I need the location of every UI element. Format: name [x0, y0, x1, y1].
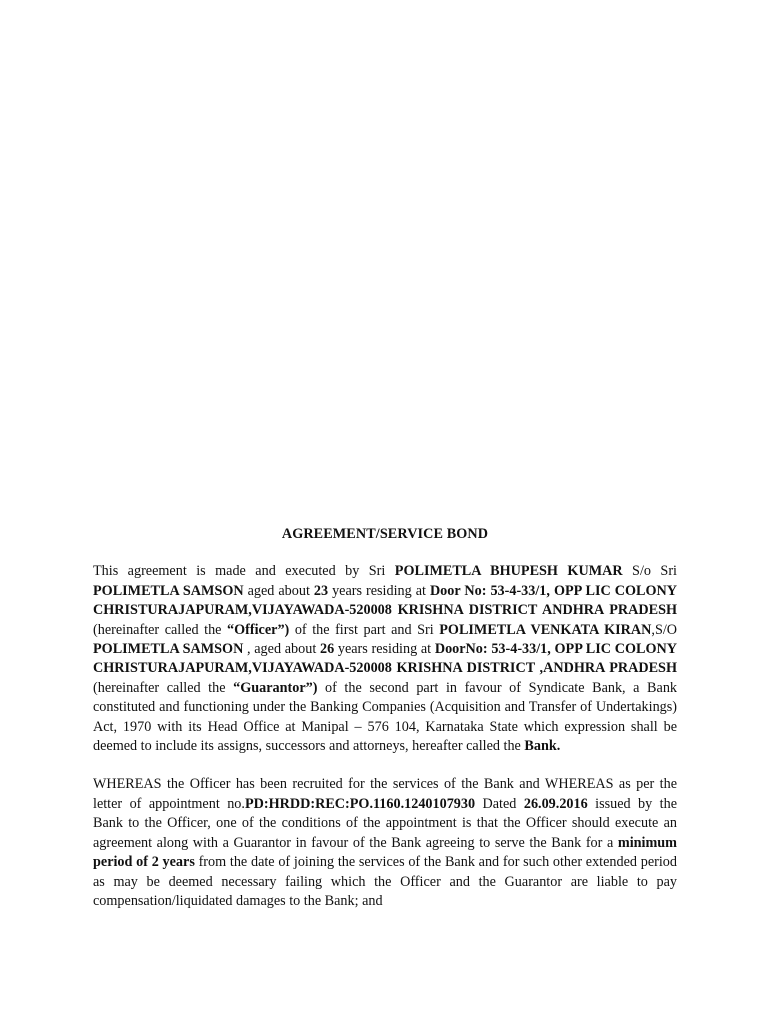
bold-text-run: Bank.: [524, 738, 561, 755]
text-run: WHEREAS the Officer has been recruited for the services of the Bank and WHEREAS as per the letter of appointment no.: [93, 776, 677, 812]
text-run: issued by the Bank to the Officer, one of the conditions of the appointment is that the Officer should execute an agreement along with a Guarantor in favour of the Bank agreeing to serve the Bank for a: [93, 795, 677, 851]
bold-text-run: POLIMETLA BHUPESH KUMAR: [394, 563, 623, 580]
text-run: of the first part and Sri: [289, 621, 440, 638]
text-run: S/o Sri: [622, 563, 677, 580]
text-run: from the date of joining the services of the Bank and for such other extended period as may be deemed necessary failing which the Officer and the Guarantor are liable to pay compensation/liquidated damages to the Bank; and: [93, 854, 677, 909]
text-run: This agreement is made and executed by Sri: [93, 563, 395, 580]
bold-text-run: “Guarantor”): [233, 679, 318, 696]
bold-text-run: 26.09.2016: [523, 795, 588, 812]
text-run: Dated: [475, 795, 524, 812]
text-run: aged about: [243, 582, 314, 599]
document-body: [93, 525, 677, 930]
text-run: of the second part in favour of Syndicate Bank, a Bank constituted and functioning under the Banking Companies (Acquisition and Transfer of Undertakings) Act, 1970 with its Head Office at Manipal – 576 104, Karnataka State which expression shall be deemed to include its assigns, successors and attorneys, hereafter called the: [93, 679, 678, 755]
agreement-paragraph: [93, 562, 677, 756]
text-run: (hereinafter called the: [93, 679, 234, 696]
text-run: ,S/O: [651, 621, 678, 638]
bold-text-run: “Officer”): [227, 621, 290, 638]
document-title: AGREEMENT/SERVICE BOND: [281, 526, 489, 542]
text-run: (hereinafter called the: [93, 621, 228, 638]
bold-text-run: POLIMETLA SAMSON: [93, 582, 244, 599]
bold-text-run: Door No: 53-4-33/1, OPP LIC COLONY CHRISTURAJAPURAM,VIJAYAWADA-520008 KRISHNA DISTRICT ANDHRA PRADESH: [93, 582, 678, 619]
text-run: , aged about: [243, 641, 320, 658]
bold-text-run: minimum period of 2 years: [93, 834, 677, 871]
bold-text-run: 26: [319, 641, 335, 658]
bold-text-run: DoorNo: 53-4-33/1, OPP LIC COLONY CHRISTURAJAPURAM,VIJAYAWADA-520008 KRISHNA DISTRICT ,ANDHRA PRADESH: [93, 641, 677, 677]
whereas-paragraph: [93, 775, 677, 911]
text-run: years residing at: [328, 582, 430, 599]
bold-text-run: POLIMETLA SAMSON: [93, 641, 244, 658]
bold-text-run: POLIMETLA VENKATA KIRAN: [439, 621, 652, 638]
bold-text-run: 23: [313, 582, 329, 599]
text-run: years residing at: [334, 641, 435, 658]
bold-text-run: PD:HRDD:REC:PO.1160.1240107930: [244, 795, 476, 812]
